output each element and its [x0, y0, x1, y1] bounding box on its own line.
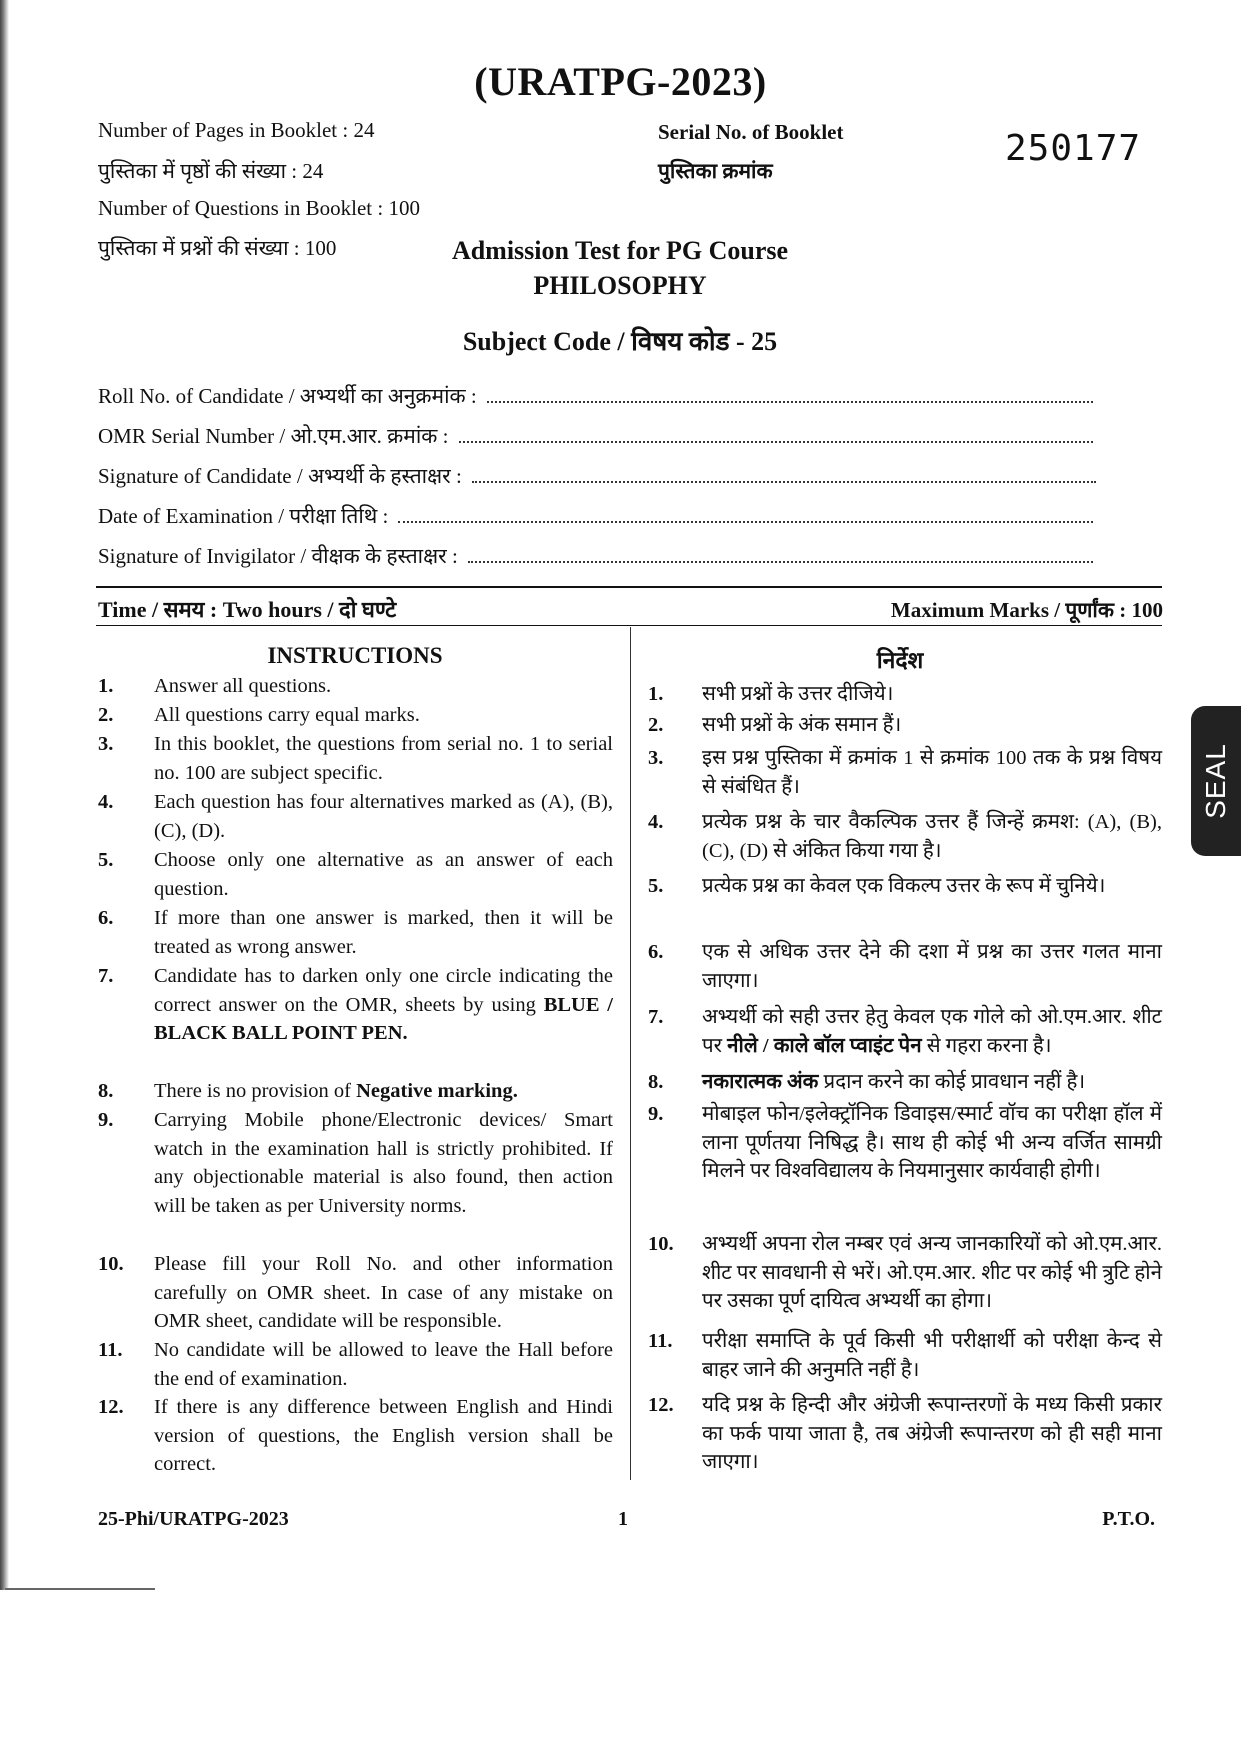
fill-line[interactable] [459, 425, 1093, 443]
subject-name: PHILOSOPHY [533, 271, 707, 300]
instruction-en-7: 7. Candidate has to darken only one circle indicating the correct answer on the OMR, sheets by using BLUE / BLACK BALL POINT PEN. [98, 965, 613, 1044]
pages-count-hi: पुस्तिका में पृष्ठों की संख्या : 24 [98, 159, 324, 183]
fill-line[interactable] [472, 465, 1096, 483]
instruction-en-11: 11. No candidate will be allowed to leave the Hall before the end of examination. [98, 1339, 613, 1390]
field-label: Date of Examination / परीक्षा तिथि : [98, 504, 389, 528]
instruction-hi-2: 2. सभी प्रश्नों के अंक समान हैं। [648, 714, 902, 736]
instruction-en-4: 4. Each question has four alternatives marked as (A), (B), (C), (D). [98, 791, 613, 842]
field-label: Roll No. of Candidate / अभ्यर्थी का अनुक्रमांक : [98, 384, 477, 408]
serial-label-hi: पुस्तिका क्रमांक [658, 159, 773, 183]
seal-tab[interactable] [1191, 706, 1241, 856]
serial-label-en: Serial No. of Booklet [658, 120, 844, 144]
instruction-hi-9: 9. मोबाइल फोन/इलेक्ट्रॉनिक डिवाइस/स्मार्ट वॉच का परीक्षा हॉल में लाना पूर्णतया निषिद्ध है। साथ ही कोई भी अन्य वर्जित सामग्री मिलने पर विश्वविद्यालय के नियमानुसार कार्यवाही होगी। [648, 1103, 1162, 1182]
instruction-en-10: 10. Please fill your Roll No. and other information carefully on OMR sheet. In case of any mistake on OMR sheet, candidate will be responsible. [98, 1253, 613, 1332]
instructions-heading-en: INSTRUCTIONS [267, 643, 443, 668]
scan-edge-foot [5, 1588, 155, 1590]
instruction-en-12: 12. If there is any difference between English and Hindi version of questions, the English version shall be correct. [98, 1396, 613, 1475]
column-divider [630, 627, 631, 1480]
questions-count-hi: पुस्तिका में प्रश्नों की संख्या : 100 [98, 236, 337, 260]
divider-bottom [96, 625, 1162, 626]
instruction-hi-10: 10. अभ्यर्थी अपना रोल नम्बर एवं अन्य जानकारियों को ओ.एम.आर. शीट पर सावधानी से भरें। ओ.एम.आर. शीट पर कोई भी त्रुटि होने पर उसका पूर्ण दायित्व अभ्यर्थी का होगा। [648, 1233, 1162, 1312]
divider-top [96, 586, 1162, 588]
scan-edge [0, 0, 9, 1590]
instruction-en-1: 1. Answer all questions. [98, 675, 332, 697]
instruction-en-5: 5. Choose only one alternative as an answer of each question. [98, 849, 613, 900]
time-allowed: Time / समय : Two hours / दो घण्टे [98, 597, 397, 622]
instruction-en-9: 9. Carrying Mobile phone/Electronic devices/ Smart watch in the examination hall is strictly prohibited. If any objectionable material is also found, then action will be taken as per University norms. [98, 1109, 613, 1217]
maximum-marks: Maximum Marks / पूर्णांक : 100 [890, 598, 1163, 622]
instruction-hi-12: 12. यदि प्रश्न के हिन्दी और अंग्रेजी रूपान्तरणों के मध्य किसी प्रकार का फर्क पाया जाता है, तब अंग्रेजी रूपान्तरण को ही सही माना जाएगा। [648, 1394, 1162, 1473]
instruction-en-3: 3. In this booklet, the questions from serial no. 1 to serial no. 100 are subject specific. [98, 733, 613, 784]
subject-code: Subject Code / विषय कोड - 25 [462, 327, 778, 356]
field-label: Signature of Invigilator / वीक्षक के हस्ताक्षर : [98, 544, 458, 568]
instruction-hi-7: 7. अभ्यर्थी को सही उत्तर हेतु केवल एक गोले को ओ.एम.आर. शीट पर नीले / काले बॉल प्वाइंट पेन से गहरा करना है। [648, 1006, 1162, 1057]
instruction-hi-1: 1. सभी प्रश्नों के उत्तर दीजिये। [648, 683, 894, 705]
instructions-heading-hi: निर्देश [876, 648, 924, 673]
fill-line[interactable] [487, 385, 1093, 403]
instruction-en-6: 6. If more than one answer is marked, then it will be treated as wrong answer. [98, 907, 613, 958]
test-name: Admission Test for PG Course [451, 236, 789, 265]
instruction-hi-11: 11. परीक्षा समाप्ति के पूर्व किसी भी परीक्षार्थी को परीक्षा केन्द से बाहर जाने की अनुमति नहीं है। [648, 1330, 1162, 1381]
exam-date-field[interactable] [98, 502, 1093, 530]
booklet-serial-number: 250177 [1005, 128, 1142, 169]
roll-number-field[interactable] [98, 382, 1093, 410]
seal-label: SEAL [1200, 743, 1231, 819]
exam-title: (URATPG-2023) [474, 59, 767, 104]
omr-serial-field[interactable] [98, 422, 1093, 450]
candidate-signature-field[interactable] [98, 462, 1096, 490]
instruction-hi-4: 4. प्रत्येक प्रश्न के चार वैकल्पिक उत्तर हैं जिन्हें क्रमश: (A), (B), (C), (D) से अंकित किया गया है। [648, 811, 1162, 862]
instruction-en-2: 2. All questions carry equal marks. [98, 704, 420, 726]
fill-line[interactable] [398, 505, 1093, 523]
instruction-hi-6: 6. एक से अधिक उत्तर देने की दशा में प्रश्न का उत्तर गलत माना जाएगा। [648, 941, 1162, 992]
fill-line[interactable] [468, 545, 1093, 563]
please-turn-over: P.T.O. [1102, 1508, 1155, 1530]
pages-count-en: Number of Pages in Booklet : 24 [98, 118, 375, 142]
instruction-hi-5: 5. प्रत्येक प्रश्न का केवल एक विकल्प उत्तर के रूप में चुनिये। [648, 875, 1106, 897]
questions-count-en: Number of Questions in Booklet : 100 [98, 196, 420, 220]
footer-code: 25-Phi/URATPG-2023 [98, 1508, 289, 1530]
instruction-hi-8: 8. नकारात्मक अंक प्रदान करने का कोई प्रावधान नहीं है। [648, 1071, 1086, 1093]
page-number: 1 [618, 1508, 628, 1530]
instruction-hi-3: 3. इस प्रश्न पुस्तिका में क्रमांक 1 से क्रमांक 100 तक के प्रश्न विषय से संबंधित हैं। [648, 747, 1162, 798]
instruction-en-8: 8. There is no provision of Negative marking. [98, 1080, 518, 1102]
invigilator-signature-field[interactable] [98, 542, 1093, 570]
field-label: OMR Serial Number / ओ.एम.आर. क्रमांक : [98, 424, 449, 448]
field-label: Signature of Candidate / अभ्यर्थी के हस्ताक्षर : [98, 464, 462, 488]
